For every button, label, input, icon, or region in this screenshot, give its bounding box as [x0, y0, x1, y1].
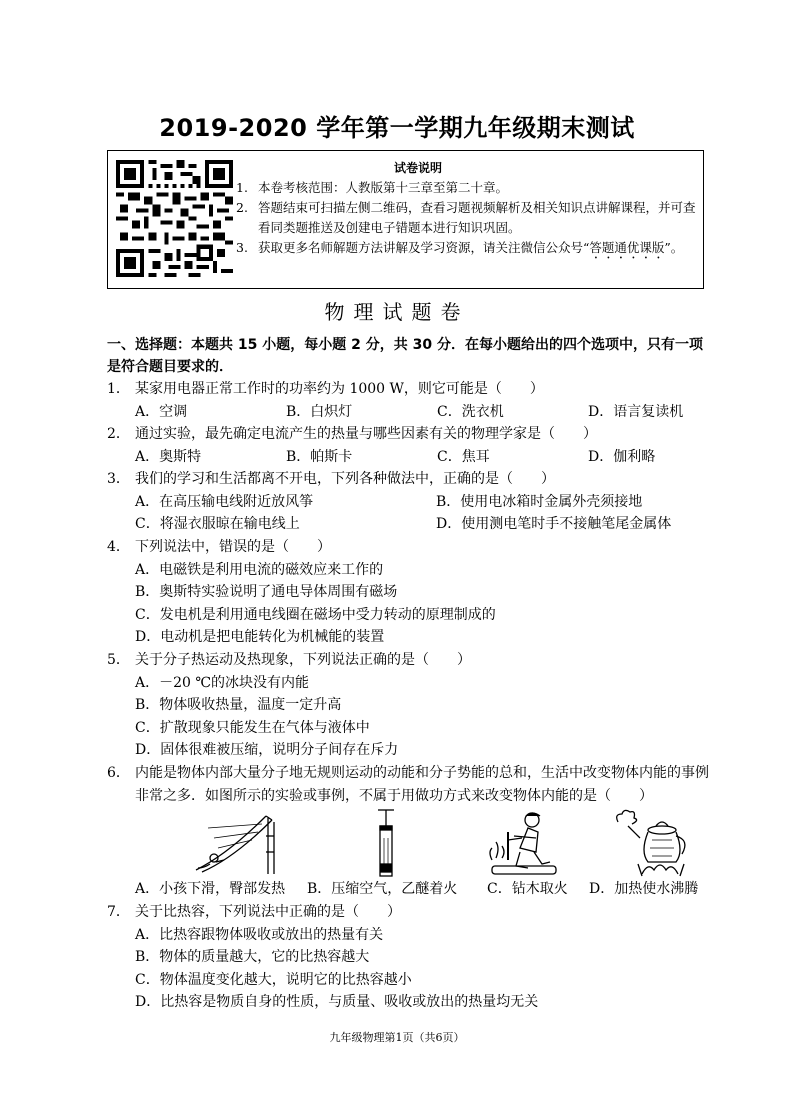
- question-number: 6．: [107, 765, 130, 781]
- option-b: B．白炽灯: [286, 403, 353, 420]
- question-5: [107, 649, 717, 762]
- notice-text-after: ”。: [664, 240, 684, 255]
- option-c: C．扩散现象只能发生在气体与液体中: [135, 719, 370, 736]
- notice-item-number: 1.: [236, 180, 248, 195]
- notice-item-number: 3.: [236, 240, 248, 255]
- option-b: B．帕斯卡: [286, 448, 353, 465]
- question-number: 3．: [107, 471, 130, 487]
- notice-text-before: 获取更多名师解题方法讲解及学习资源，请关注微信公众号“: [258, 240, 590, 255]
- option-a: A．－20 ℃的冰块没有内能: [135, 674, 310, 691]
- option-a: A．比热容跟物体吸收或放出的热量有关: [135, 926, 384, 943]
- option-a: A．小孩下滑，臀部发热: [135, 881, 286, 897]
- question-7: [107, 901, 717, 1014]
- option-b: B．奥斯特实验说明了通电导体周围有磁场: [135, 584, 398, 600]
- notice-item-number: 2.: [236, 200, 248, 215]
- notice-item: [236, 178, 698, 198]
- option-c: C．将湿衣服晾在输电线上: [135, 516, 300, 532]
- question-number: 5．: [107, 652, 130, 668]
- question-number: 2．: [107, 426, 130, 442]
- option-d: D．加热使水沸腾: [589, 881, 699, 897]
- question-2: [107, 423, 717, 468]
- notice-box: [107, 150, 704, 289]
- option-a: A．在高压输电线附近放风筝: [135, 493, 314, 510]
- notice-list: [236, 178, 698, 262]
- option-c: C．钻木取火: [487, 881, 568, 897]
- child-slide-illustration: [188, 808, 278, 878]
- question-stem: 某家用电器正常工作时的功率约为 1000 W，则它可能是（ ）: [135, 381, 544, 397]
- question-stem: 内能是物体内部大量分子地无规则运动的动能和分子势能的总和，生活中改变物体内能的事例非常之多．如图所示的实验或事例，不属于用做功方式来改变物体内能的是（ ）: [135, 765, 709, 804]
- question-stem: 我们的学习和生活都离不开电，下列各种做法中，正确的是（ ）: [135, 471, 555, 487]
- drilling-wood-fire-illustration: [484, 808, 560, 878]
- option-c: C．物体温度变化越大，说明它的比热容越小: [135, 971, 412, 988]
- wechat-account-name: 答题通优课版: [589, 240, 665, 255]
- kettle-boiling-illustration: [612, 808, 696, 878]
- option-d: D．固体很难被压缩，说明分子间存在斥力: [135, 742, 399, 758]
- notice-item-text: 答题结束可扫描左侧二维码，查看习题视频解析及相关知识点讲解课程，并可查看同类题推送及创建电子错题本进行知识巩固。: [258, 200, 696, 235]
- exam-title: 2019-2020 学年第一学期九年级期末测试: [159, 114, 635, 142]
- option-c: C．发电机是利用通电线圈在磁场中受力转动的原理制成的: [135, 606, 496, 623]
- option-b: B．使用电冰箱时金属外壳须接地: [436, 493, 643, 510]
- question-1: [107, 378, 717, 423]
- notice-heading: 试卷说明: [393, 161, 442, 175]
- question-number: 7．: [107, 904, 130, 920]
- notice-item: [236, 238, 698, 262]
- question-stem: 关于分子热运动及热现象，下列说法正确的是（ ）: [135, 652, 471, 668]
- option-b: B．压缩空气，乙醚着火: [307, 881, 458, 897]
- question-4: [107, 536, 717, 649]
- question-stem: 下列说法中，错误的是（ ）: [135, 539, 331, 555]
- question-number: 1．: [107, 381, 130, 397]
- question-stem: 关于比热容，下列说法中正确的是（ ）: [135, 904, 401, 920]
- option-a: A．空调: [135, 403, 188, 420]
- section-heading: 一、选择题：本题共 15 小题，每小题 2 分，共 30 分．在每小题给出的四个选项中，只有一项是符合题目要求的．: [107, 337, 703, 375]
- option-a: A．电磁铁是利用电流的磁效应来工作的: [135, 561, 384, 578]
- option-d: D．使用测电笔时手不接触笔尾金属体: [436, 516, 672, 532]
- question-number: 4．: [107, 539, 130, 555]
- paper-subtitle: 物理试题卷: [324, 300, 470, 324]
- option-b: B．物体的质量越大，它的比热容越大: [135, 949, 370, 965]
- notice-item-text: 本卷考核范围：人教版第十三章至第二十章。: [258, 180, 509, 195]
- option-d: D．语言复读机: [588, 403, 684, 420]
- option-a: A．奥斯特: [135, 448, 202, 465]
- question-6-figures: [188, 808, 708, 878]
- option-c: C．洗衣机: [437, 403, 504, 420]
- question-3: [107, 468, 717, 536]
- notice-item: [236, 198, 698, 238]
- option-d: D．伽利略: [588, 448, 656, 465]
- question-6-options: [107, 878, 717, 901]
- qr-code: [116, 160, 233, 277]
- question-stem: 通过实验，最先确定电流产生的热量与哪些因素有关的物理学家是（ ）: [135, 426, 597, 442]
- option-d: D．电动机是把电能转化为机械能的装置: [135, 629, 385, 645]
- air-compression-illustration: [366, 808, 406, 878]
- option-b: B．物体吸收热量，温度一定升高: [135, 697, 342, 713]
- option-d: D．比热容是物质自身的性质，与质量、吸收或放出的热量均无关: [135, 994, 539, 1010]
- option-c: C．焦耳: [437, 448, 490, 465]
- question-6: [107, 762, 717, 807]
- page-footer: 九年级物理第1页（共6页）: [329, 1031, 465, 1044]
- notice-item-text: [258, 238, 698, 262]
